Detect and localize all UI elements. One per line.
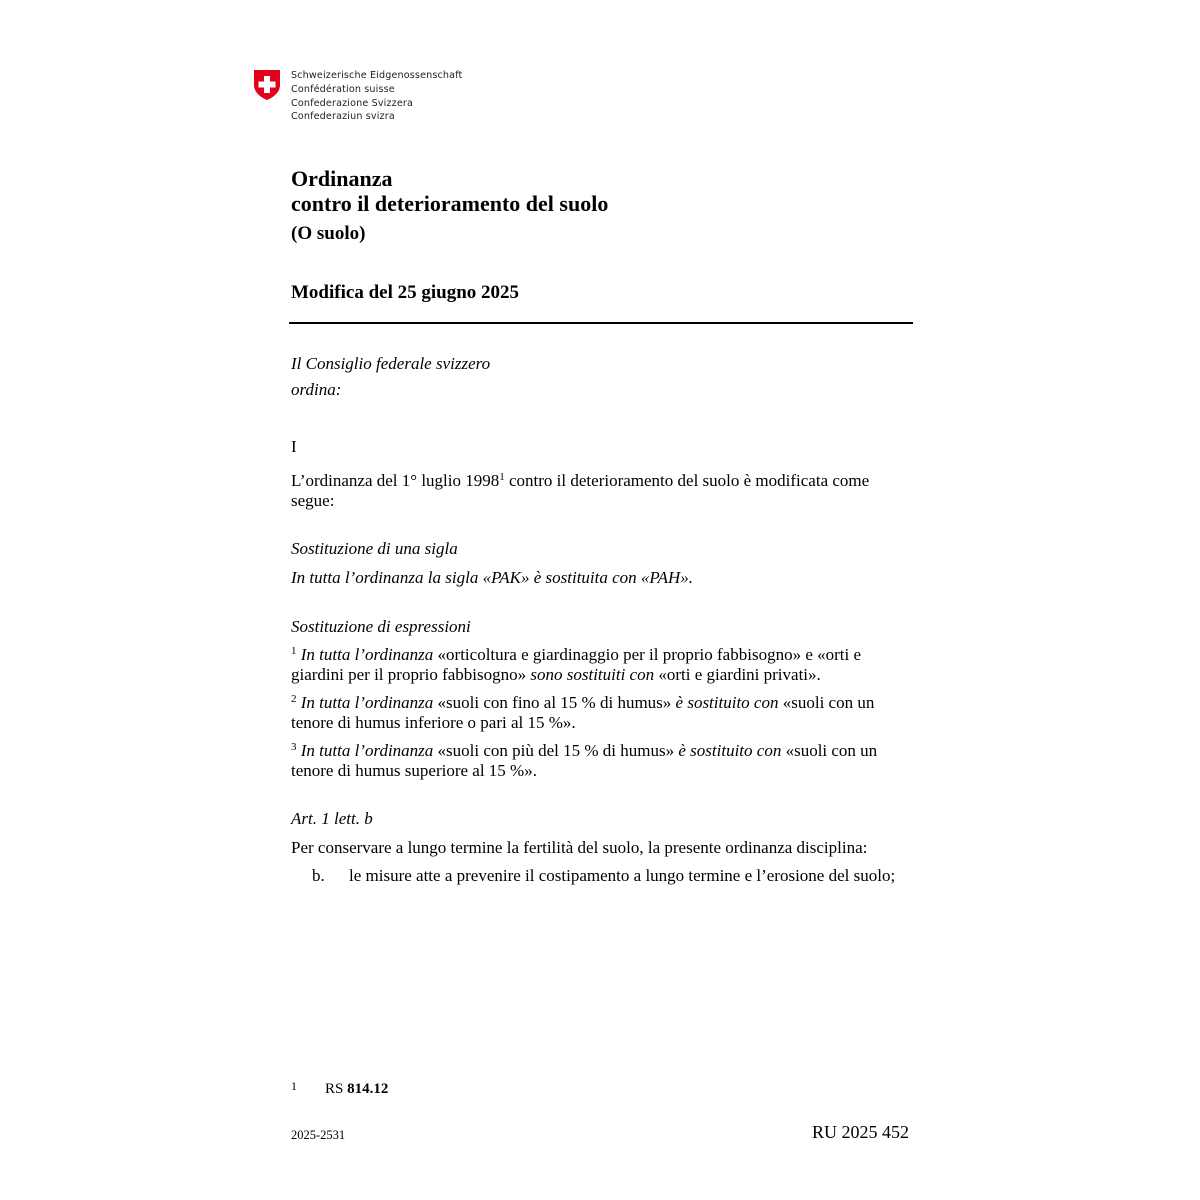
paragraph-lead: In tutta l’ordinanza [300, 645, 434, 664]
preamble-verb: ordina: [291, 380, 342, 399]
paragraph-verb: sono sostituiti con [530, 664, 655, 684]
preamble-issuer: Il Consiglio federale svizzero [291, 354, 491, 373]
confederation-name-fr: Confédération suisse [291, 83, 395, 95]
paragraph-text: «suoli con fino al 15 % di humus» [433, 693, 676, 712]
paragraph-number: 1 [291, 645, 297, 657]
footnote [291, 1077, 388, 1098]
paragraph-verb: è sostituito con [678, 741, 782, 760]
list-item-text: le misure atte a prevenire il costipamento a lungo termine e l’erosione del suolo; [349, 866, 896, 885]
short-title: (O suolo) [291, 223, 366, 244]
footnote-marker[interactable]: 1 [499, 471, 505, 483]
amendment-date: Modifica del 25 giugno 2025 [291, 282, 520, 303]
sigla-heading: Sostituzione di una sigla [291, 539, 458, 558]
paragraph-number: 3 [291, 741, 297, 753]
espressioni-paragraph-2 [291, 693, 909, 732]
footnote-reference: 814.12 [347, 1081, 389, 1097]
confederation-name-de: Schweizerische Eidgenossenschaft [291, 70, 463, 81]
document-title [291, 166, 608, 216]
article-heading: Art. 1 lett. b [291, 809, 373, 828]
swiss-coat-of-arms [253, 69, 281, 101]
official-compilation-ref: RU 2025 452 [811, 1122, 909, 1142]
paragraph-text: «suoli con più del 15 % di humus» [433, 741, 679, 760]
confederation-names [291, 69, 462, 124]
paragraph-text-end: «suoli con un tenore di humus superiore al 15 %». [291, 741, 878, 780]
espressioni-paragraph-1 [291, 645, 909, 684]
espressioni-paragraph-3 [291, 741, 909, 780]
section-intro [291, 471, 909, 510]
swiss-cross-icon [253, 69, 281, 101]
paragraph-text: «orticoltura e giardinaggio per il proprio fabbisogno» e «orti e giardini per il proprio fabbisogno» [291, 645, 862, 684]
paragraph-number: 2 [291, 693, 297, 705]
article-intro: Per conservare a lungo termine la fertilità del suolo, la presente ordinanza disciplina: [291, 838, 868, 857]
section-label: I [291, 437, 297, 456]
title-divider [289, 322, 913, 324]
document-number: 2025-2531 [291, 1128, 346, 1142]
espressioni-heading: Sostituzione di espressioni [291, 617, 471, 636]
paragraph-text-end: «orti e giardini privati». [654, 664, 821, 684]
paragraph-text-end: «suoli con un tenore di humus inferiore o pari al 15 %». [291, 693, 875, 732]
paragraph-verb: è sostituito con [675, 693, 779, 712]
title-line-1: Ordinanza [291, 166, 393, 191]
paragraph-lead: In tutta l’ordinanza [300, 741, 434, 760]
intro-text-1: L’ordinanza del 1° luglio 1998 [291, 471, 500, 490]
title-line-2: contro il deterioramento del suolo [291, 191, 609, 216]
paragraph-lead: In tutta l’ordinanza [300, 693, 434, 712]
footnote-number: 1 [291, 1079, 297, 1093]
sigla-text: In tutta l’ordinanza la sigla «PAK» è sostituita con «PAH». [291, 568, 694, 587]
article-list-item [312, 866, 909, 886]
confederation-name-rm: Confederaziun svizra [291, 111, 395, 123]
intro-text-2: contro il deterioramento del suolo è modificata come segue: [291, 471, 870, 510]
confederation-name-it: Confederazione Svizzera [291, 97, 414, 109]
footnote-prefix: RS [325, 1081, 348, 1097]
list-item-label: b. [312, 866, 325, 885]
